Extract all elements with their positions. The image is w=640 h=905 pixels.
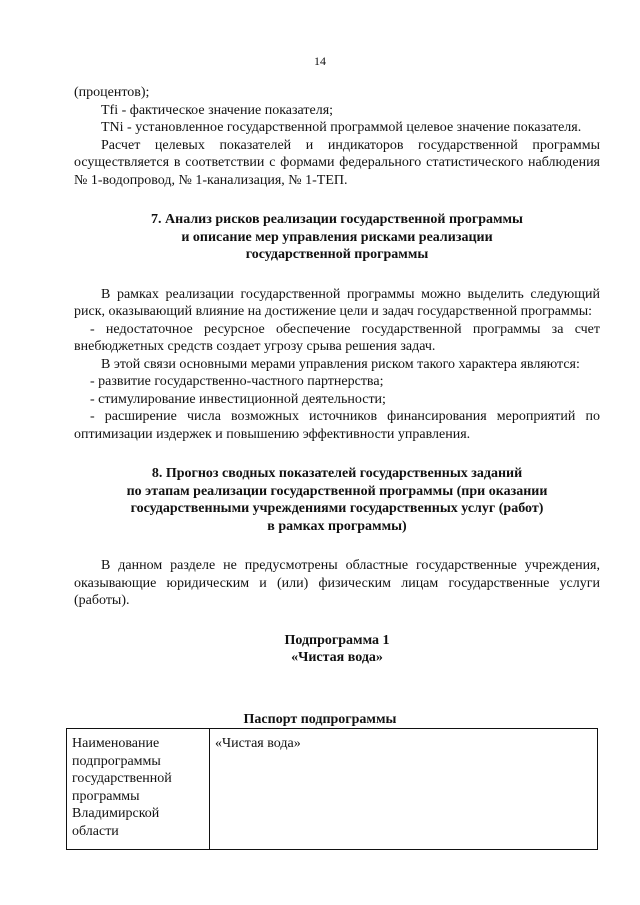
section8-heading-line1: 8. Прогноз сводных показателей государственных заданий [151, 466, 523, 481]
section7-heading-line1: 7. Анализ рисков реализации государственной программы [151, 212, 523, 227]
subprogram-title-line1: Подпрограмма 1 [284, 632, 390, 648]
section8-heading-line3: государственными учреждениями государственных услуг (работ) [130, 501, 544, 516]
formula-note-percent: (процентов); [74, 85, 150, 100]
section7-measure-2: - стимулирование инвестиционной деятельности; [90, 391, 386, 407]
passport-label-line: Наименование [72, 736, 160, 751]
section7-measure-3: - расширение числа возможных источников финансирования мероприятий по оптимизации издержек и повышению эффективности управления. [74, 409, 600, 442]
calculation-paragraph: Расчет целевых показателей и индикаторов государственной программы осуществляется в соответствии с формами федерального статистического наблюдения № 1-водопровод, № 1-канализация, № 1-ТЕП. [74, 137, 600, 188]
formula-note-tni: TNi - установленное государственной программой целевое значение показателя. [101, 120, 582, 135]
section7-intro: В рамках реализации государственной программы можно выделить следующий риск, оказывающий влияние на достижение цели и задач государственной программы: [74, 286, 600, 319]
passport-label-line: Владимирской [72, 806, 160, 821]
passport-table [66, 728, 598, 850]
passport-title: Паспорт подпрограммы [243, 712, 397, 727]
subprogram-title-line2: «Чистая вода» [291, 650, 383, 665]
table-row [67, 729, 598, 850]
passport-label-line: области [72, 823, 119, 839]
section8-text: В данном разделе не предусмотрены областные государственные учреждения, оказывающие юридическим и (или) физическим лицам государственные услуги (работы). [74, 558, 600, 608]
passport-label-cell [67, 729, 210, 850]
section8-heading-line2: по этапам реализации государственной программы (при оказании [126, 483, 548, 499]
passport-label-line: подпрограммы [72, 753, 161, 769]
passport-value-cell: «Чистая вода» [210, 729, 598, 850]
section7-heading-line3: государственной программы [245, 247, 429, 262]
passport-label-line: программы [72, 788, 140, 804]
formula-note-tfi: Tfi - фактическое значение показателя; [101, 102, 334, 118]
document-body [74, 84, 600, 667]
page-number: 14 [314, 54, 326, 68]
section7-measure-1: - развитие государственно-частного партнерства; [90, 374, 384, 389]
section7-measures-intro: В этой связи основными мерами управления риском такого характера являются: [101, 356, 580, 372]
section8-heading-line4: в рамках программы) [267, 518, 407, 534]
passport-label-line: государственной [72, 771, 172, 786]
section7-heading-line2: и описание мер управления рисками реализации [181, 229, 493, 245]
section7-risk: - недостаточное ресурсное обеспечение государственной программы за счет внебюджетных средств создает угрозу срыва решения задач. [74, 321, 600, 354]
